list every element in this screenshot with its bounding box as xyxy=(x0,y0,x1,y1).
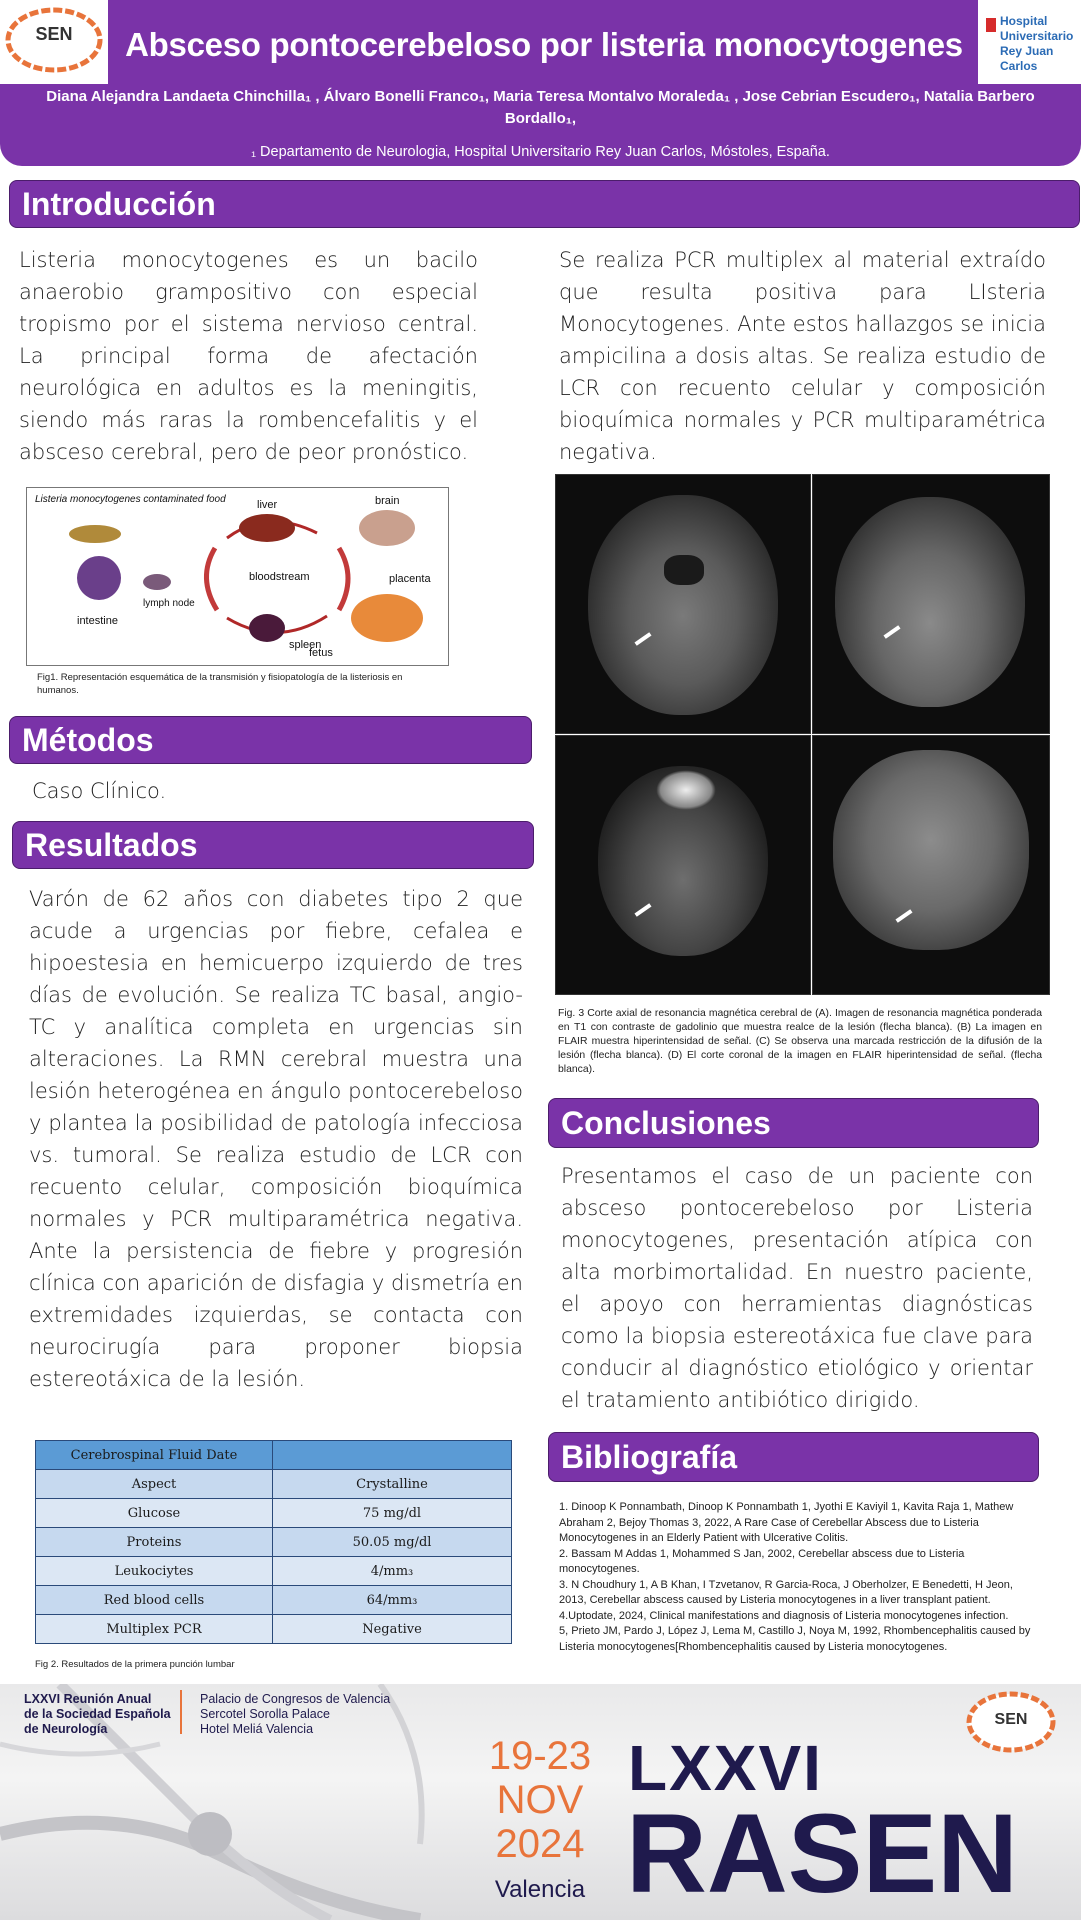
footer-meeting-line: de Neurología xyxy=(24,1722,108,1736)
mri-image-b xyxy=(812,474,1050,734)
fig3-caption: Fig. 3 Corte axial de resonancia magnética cerebral de (A). Imagen de resonancia magnética ponderada en T1 con contraste de gadolinio que muestra realce de la lesión (flecha blanca). (B) La imagen en FLAIR muestra hiperintensidad de señal. (C) Se observa una marcada restricción de la difusión de la lesión (flecha blanca). (D) El corte coronal de la imagen en FLAIR hiperintensidad de señal. (flecha blanca). xyxy=(558,1008,1042,1075)
footer-lxxvi: LXXVI xyxy=(628,1732,823,1804)
table-cell: 50.05 mg/dl xyxy=(273,1528,512,1557)
bibliography-item: 2. Bassam M Addas 1, Mohammed S Jan, 2002, Cerebellar abscess due to Listeria monocytogenes. xyxy=(559,1547,965,1575)
table-row xyxy=(36,1528,512,1557)
table-header-cell xyxy=(273,1441,512,1470)
section-resultados: Resultados xyxy=(12,821,534,869)
poster-title: Absceso pontocerebeloso por listeria monocytogenes xyxy=(125,26,963,63)
fig1-label-placenta: placenta xyxy=(389,573,431,585)
fig1-label-bloodstream: bloodstream xyxy=(249,571,310,583)
pcr-text: Se realiza PCR multiplex al material extraído que resulta positiva para LIsteria Monocytogenes. Ante estos hallazgos se inicia ampicilina a dosis altas. Se realiza estudio de LCR con recuento celular y composición bioquímica normales y PCR multiparamétrica negativa. xyxy=(559,248,1046,464)
fig1-label-brain: brain xyxy=(375,495,400,507)
csf-table-wrap xyxy=(35,1440,512,1644)
footer-date-line: 2024 xyxy=(495,1822,585,1866)
fig1-label-intestine: intestine xyxy=(77,615,118,627)
table-cell: 64/mm₃ xyxy=(273,1586,512,1615)
bibliography-item: 3. N Choudhury 1, A B Khan, I Tzvetanov, R Garcia-Roca, J Oberholzer, E Benedetti, H Jeon, 2013, Cerebellar abscess caused by Listeria monocytogenes in a liver transplant patient. xyxy=(559,1578,1013,1606)
footer-meeting-line: LXXVI Reunión Anual xyxy=(24,1692,152,1706)
footer-sen-logo xyxy=(964,1686,1058,1760)
fig1-label-spleen: spleen xyxy=(289,639,322,651)
table-cell: Leukociytes xyxy=(36,1557,273,1586)
methods-text: Caso Clínico. xyxy=(32,779,167,803)
section-introduccion: Introducción xyxy=(9,180,1080,228)
hospital-logo xyxy=(978,0,1081,84)
footer-dates xyxy=(480,1734,600,1866)
fig1-caption: Fig1. Representación esquemática de la transmisión y fisiopatología de la listeriosis en humanos. xyxy=(37,672,403,696)
footer-banner xyxy=(0,1684,1081,1920)
footer-venue-line: Hotel Meliá Valencia xyxy=(200,1722,314,1736)
mri-image-d xyxy=(812,735,1050,995)
mri-image-a xyxy=(555,474,811,734)
table-cell: 75 mg/dl xyxy=(273,1499,512,1528)
sen-logo xyxy=(0,0,108,84)
table-row xyxy=(36,1470,512,1499)
intro-text: Listeria monocytogenes es un bacilo anaerobio grampositivo con especial tropismo por el sistema nervioso central. La principal forma de afectación neurológica en adultos es la meningitis, siendo más raras la rombencefalitis y el absceso cerebral, pero de peor pronóstico. xyxy=(19,248,478,464)
section-metodos: Métodos xyxy=(9,716,532,764)
bibliography-item: 1. Dinoop K Ponnambath, Dinoop K Ponnambath 1, Jyothi E Kaviyil 1, Kavita Raja 1, Mathew Abraham 2, Bejoy Thomas 3, 2022, A Rare Case of Cerebellar Abscess due to Listeria Monocytogenes in an Elderly Patient with Ulcerative Colitis. xyxy=(559,1501,1014,1544)
fig1-diagram xyxy=(26,487,449,666)
footer-venues xyxy=(200,1692,390,1737)
table-row xyxy=(36,1615,512,1644)
footer-city: Valencia xyxy=(494,1876,586,1903)
table-cell: 4/mm₃ xyxy=(273,1557,512,1586)
bibliography-item: 4.Uptodate, 2024, Clinical manifestations and diagnosis of Listeria monocytogenes infection. xyxy=(559,1609,1009,1622)
section-conclusiones: Conclusiones xyxy=(548,1098,1039,1148)
fig1-label-lymph: lymph node xyxy=(143,598,195,609)
footer-divider xyxy=(180,1690,182,1734)
table-row xyxy=(36,1499,512,1528)
fig1-label-fetus: fetus xyxy=(309,647,333,659)
fig2-caption: Fig 2. Resultados de la primera punción lumbar xyxy=(35,1659,235,1670)
table-cell: Glucose xyxy=(36,1499,273,1528)
results-text: Varón de 62 años con diabetes tipo 2 que acude a urgencias por fiebre, cefalea e hipoestesia en hemicuerpo izquierdo de tres días de evolución. Se realiza TC basal, angio-TC y analítica completa en urgencias sin alteraciones. La RMN cerebral muestra una lesión heterogénea en ángulo pontocerebeloso y plantea la posibilidad de patología infecciosa vs. tumoral. Se realiza estudio de LCR con recuento celular, composición bioquímica normales y PCR multiparamétrica negativa. Ante la persistencia de fiebre y progresión clínica con aparición de disfagia y dismetría en extremidades izquierdas, se contacta con neurocirugía para proponer biopsia estereotáxica de la lesión. xyxy=(29,887,523,1391)
affiliation: ₁ Departamento de Neurologia, Hospital Universitario Rey Juan Carlos, Móstoles, España. xyxy=(251,144,830,160)
poster-header xyxy=(0,0,1081,166)
table-cell: Multiplex PCR xyxy=(36,1615,273,1644)
footer-meeting xyxy=(24,1692,171,1737)
authors: Diana Alejandra Landaeta Chinchilla₁ , Álvaro Bonelli Franco₁, Maria Teresa Montalvo Moraleda₁ , Jose Cebrian Escudero₁, Natalia Barbero Bordallo₁, xyxy=(46,88,1035,127)
table-cell: Proteins xyxy=(36,1528,273,1557)
sen-logo-text: SEN xyxy=(35,24,73,44)
table-header-cell: Cerebrospinal Fluid Date xyxy=(36,1441,273,1470)
mri-image-c xyxy=(555,735,811,995)
footer-date-line: 19-23 xyxy=(488,1734,592,1778)
table-header-row xyxy=(36,1441,512,1470)
footer-sen-logo-text: SEN xyxy=(994,1711,1028,1728)
table-cell: Negative xyxy=(273,1615,512,1644)
section-bibliografia: Bibliografía xyxy=(548,1432,1039,1482)
fig1-label-liver: liver xyxy=(257,499,278,511)
hospital-logo-text: Hospital Universitario Rey Juan Carlos xyxy=(1000,14,1074,73)
table-cell: Aspect xyxy=(36,1470,273,1499)
bibliography-item: 5, Prieto JM, Pardo J, López J, Lema M, Castillo J, Noya M, 1992, Rhombencephalitis caused by Listeria monocytogenes[Rhombencephalitis caused by Listeria monocytogenes. xyxy=(559,1625,1031,1653)
footer-rasen: RASEN xyxy=(626,1791,1019,1916)
table-cell: Crystalline xyxy=(273,1470,512,1499)
table-cell: Red blood cells xyxy=(36,1586,273,1615)
fig1-label-food: Listeria monocytogenes contaminated food xyxy=(35,494,226,505)
footer-meeting-line: de la Sociedad Española xyxy=(24,1707,171,1721)
footer-venue-line: Palacio de Congresos de Valencia xyxy=(200,1692,391,1706)
table-row xyxy=(36,1557,512,1586)
footer-venue-line: Sercotel Sorolla Palace xyxy=(200,1707,330,1721)
table-row xyxy=(36,1586,512,1615)
bibliography-list xyxy=(559,1500,1037,1655)
csf-table xyxy=(35,1440,512,1644)
conclusions-text: Presentamos el caso de un paciente con absceso pontocerebeloso por Listeria monocytogenes, presentación atípica con alta morbimortalidad. En nuestro paciente, el apoyo con herramientas diagnósticas como la biopsia estereotáxica fue clave para conducir al diagnóstico etiológico y orientar el tratamiento antibiótico dirigido. xyxy=(561,1164,1033,1412)
footer-date-line: NOV xyxy=(496,1778,584,1822)
